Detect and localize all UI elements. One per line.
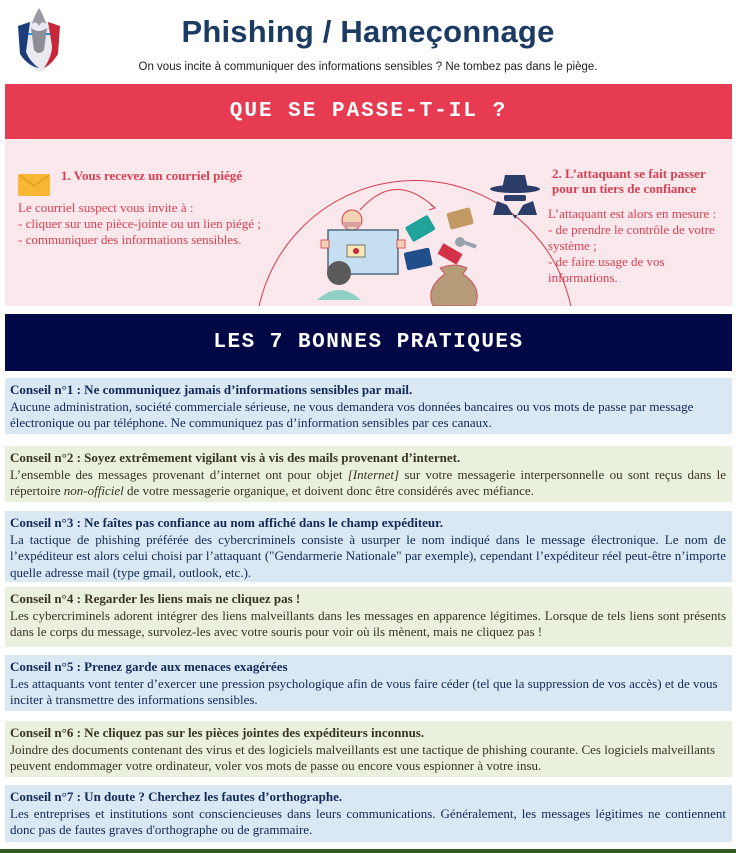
what-happens-heading-text: QUE SE PASSE-T-IL ? [229,100,508,123]
step2-line: L’attaquant est alors en mesure : [548,206,717,221]
phishing-illustration-icon [285,170,505,306]
tip-title: Conseil n°1 : Ne communiquez jamais d’informations sensibles par mail. [10,382,413,397]
what-happens-panel [5,139,732,306]
good-practices-heading [5,314,732,371]
tip-body: Les cybercriminels adorent intégrer des liens malveillants dans les messages en apparence légitimes. Lorsque de tels liens sont présents dans le corps du message, survolez-les avec votre souris pour voir où ils mènent, mais ne cliquez pas ! [10,607,726,639]
tip-6 [5,721,732,777]
tip-title: Conseil n°5 : Prenez garde aux menaces exagérées [10,659,288,674]
step2-line: - de faire usage de vos informations. [548,254,665,285]
tip-title: Conseil n°4 : Regarder les liens mais ne cliquez pas ! [10,591,301,606]
step2-description [548,206,732,286]
tip-body: La tactique de phishing préférée des cybercriminels consiste à usurper le nom indiqué dans le message électronique. Le nom de l’expéditeur est alors celui choisi par l’attaquant ("Gendarmerie Nationale" par exemple), cependant l’expéditeur réel peut-être n’importe quelle adresse mail (type gmail, outlook, etc.). [10,531,726,580]
page-subtitle: On vous incite à communiquer des informations sensibles ? Ne tombez pas dans le piège. [138,61,598,73]
page-header [0,0,736,80]
tip-body-italic: [Internet] [347,466,400,482]
tip-body-text: L’ensemble des messages provenant d’internet ont pour objet [10,466,348,482]
tip-body-italic: non-officiel [63,483,124,498]
tip-1 [5,378,732,434]
step1-line: - communiquer des informations sensibles. [18,232,242,247]
step2-title: 2. L’attaquant se fait passer pour un tiers de confiance [552,166,706,196]
step1-line: - cliquer sur une pièce-jointe ou un lien piégé ; [18,216,261,231]
tip-title: Conseil n°7 : Un doute ? Cherchez les fautes d’orthographe. [10,789,343,804]
step1-title: 1. Vous recevez un courriel piégé [61,168,243,183]
step2-line: - de prendre le contrôle de votre système ; [548,222,715,253]
tip-body [10,467,726,500]
tip-body-text: de votre messagerie organique, et doivent donc être considérés avec méfiance. [123,483,534,498]
tip-body: Les attaquants vont tenter d’exercer une pression psychologique afin de vous faire céder (tel que la suppression de vos accès) et de vous inciter à transmettre des informations sensibles. [10,675,718,707]
bottom-bar [0,849,736,853]
what-happens-heading [5,84,732,139]
tip-body-text: sur votre messagerie interpersonnelle ou sont reçus dans le répertoire [10,466,727,498]
tip-5 [5,655,732,711]
step1-description [18,200,278,248]
tip-body: Joindre des documents contenant des virus et des logiciels malveillants est une tactique de phishing courante. Ces logiciels malveillants peuvent endommager votre ordinateur, voler vos mots de passe ou encore vous espionner à votre insu. [10,741,716,773]
envelope-icon [18,174,50,196]
tip-7 [5,785,732,842]
tip-title: Conseil n°6 : Ne cliquez pas sur les pièces jointes des expéditeurs inconnus. [10,725,425,740]
spy-hacker-icon [489,171,541,221]
tip-title: Conseil n°2 : Soyez extrêmement vigilant vis à vis des mails provenant d’internet. [10,450,461,465]
tip-3 [5,511,732,582]
page-title: Phishing / Hameçonnage [181,14,555,49]
tip-body: Aucune administration, société commerciale sérieuse, ne vous demandera vos données bancaires ou vos mots de passe par message électronique ou par téléphone. Ne communiquez pas d’information sensibles par ces canaux. [10,398,694,430]
step1-line: Le courriel suspect vous invite à : [18,200,194,215]
tip-2 [5,446,732,502]
tip-4 [5,587,732,647]
tip-body: Les entreprises et institutions sont consciencieuses dans leurs communications. Généralement, les messages légitimes ne contiennent donc pas de fautes graves d'orthographe ou de grammaire. [10,805,726,837]
good-practices-heading-text: LES 7 BONNES PRATIQUES [213,331,524,354]
tip-title: Conseil n°3 : Ne faîtes pas confiance au nom affiché dans le champ expéditeur. [10,515,443,530]
